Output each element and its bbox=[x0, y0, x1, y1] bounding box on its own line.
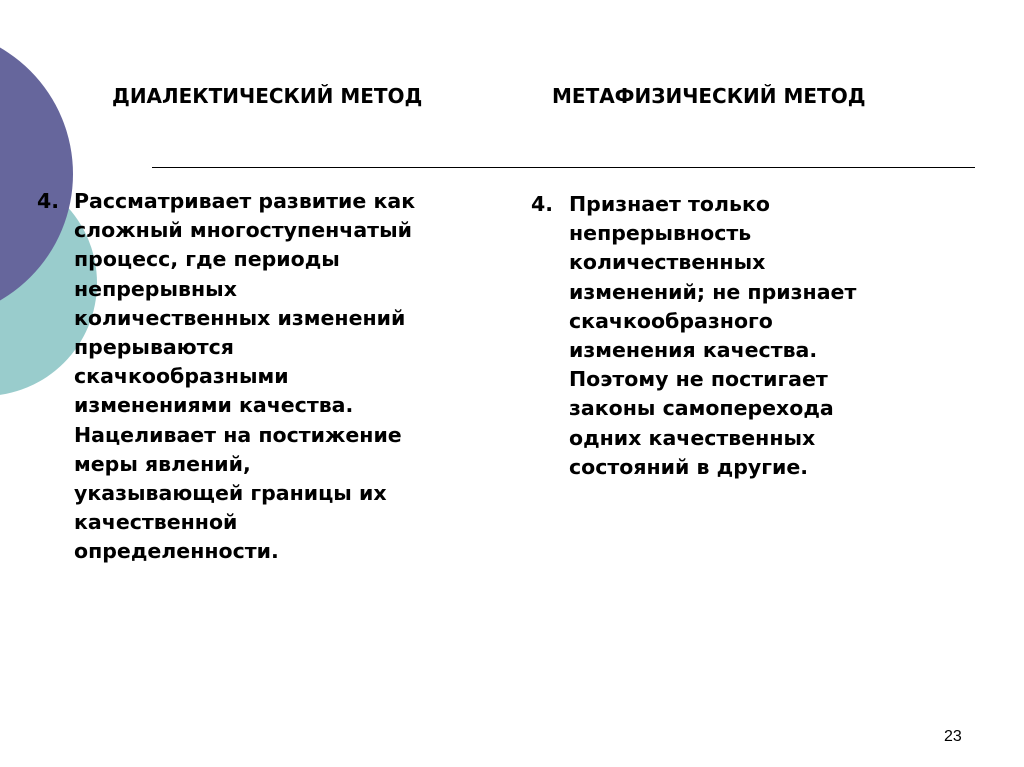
divider-line bbox=[152, 167, 975, 168]
metaphysical-method-heading: МЕТАФИЗИЧЕСКИЙ МЕТОД bbox=[552, 84, 866, 108]
point-number: 4. bbox=[37, 189, 60, 213]
metaphysical-point bbox=[531, 190, 971, 482]
page-number: 23 bbox=[944, 728, 962, 745]
dialectical-method-heading: ДИАЛЕКТИЧЕСКИЙ МЕТОД bbox=[112, 84, 423, 108]
dialectical-point bbox=[37, 187, 507, 567]
point-text: Рассматривает развитие как сложный многоступенчатый процесс, где периоды непрерывных количественных изменений прерываются скачкообразными изменениями качества. Нацеливает на постижение меры явлений, указывающей границы их качественной определенности. bbox=[74, 189, 416, 564]
point-number: 4. bbox=[531, 192, 554, 216]
point-text: Признает только непрерывность количественных изменений; не признает скачкообразного изменения качества. Поэтому не постигает законы самоперехода одних качественных состояний в другие. bbox=[569, 192, 857, 479]
